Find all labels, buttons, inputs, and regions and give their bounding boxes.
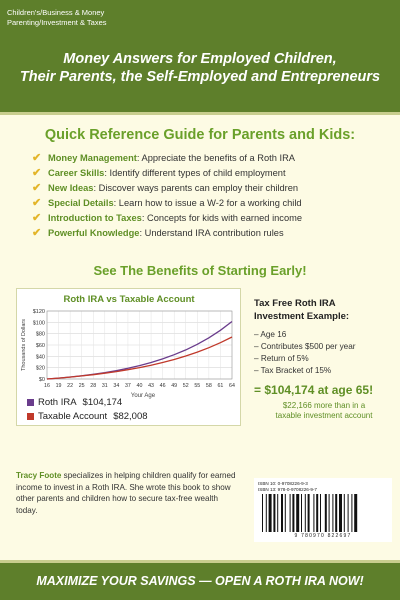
legend-swatch-roth [27,399,34,406]
example-item: – Tax Bracket of 15% [254,366,332,375]
investment-example [254,297,394,421]
footer-band [0,560,400,600]
legend-label: Taxable Account [38,411,108,422]
x-tick-label: 16 [44,383,50,389]
barcode-bar [339,494,342,532]
tagline-line-1: Money Answers for Employed Children, [63,51,337,67]
barcode-bar [262,494,263,532]
x-tick-label: 19 [55,383,62,389]
barcode-bar [320,494,321,532]
barcode-bar [281,494,283,532]
chart-title: Roth IRA vs Taxable Account [63,294,195,305]
y-axis-label: Thousands of Dollars [21,319,27,371]
example-item: – Age 16 [254,330,287,339]
guide-text: : Learn how to issue a W-2 for a working child [113,198,302,208]
example-difference [254,401,394,421]
barcode-bar [325,494,327,532]
guide-text: : Identify different types of child employment [104,168,286,178]
chart-panel [16,288,241,426]
barcode-bar [332,494,333,532]
barcode-bar [354,494,357,532]
guide-term: Introduction to Taxes [48,213,142,223]
barcode-bar [305,494,306,532]
category-line-1: Children's/Business & Money [7,8,105,17]
x-tick-label: 61 [217,383,224,389]
author-bio [16,470,241,516]
chart-grid [47,311,232,379]
guide-text: : Appreciate the benefits of a Roth IRA [136,153,296,163]
y-tick-label: $40 [35,354,45,361]
example-title [254,297,394,323]
guide-item [32,211,302,226]
y-tick-label: $60 [35,343,45,349]
barcode-bar [335,494,337,532]
barcode-bar [313,494,314,532]
example-item: – Return of 5% [254,354,309,363]
barcode-bar [348,494,349,532]
check-icon: ✔ [32,182,42,194]
y-tick-label: $100 [32,320,45,327]
x-axis-label: Your Age [130,393,156,399]
barcode-bar [329,494,330,532]
check-icon: ✔ [32,212,42,224]
barcode-bar [308,494,310,532]
footer-slogan: MAXIMIZE YOUR SAVINGS — OPEN A ROTH IRA NOW! [36,574,364,588]
check-icon: ✔ [32,197,42,209]
x-tick-label: 37 [124,383,131,389]
guide-term: Special Details [48,198,114,208]
barcode-bar [292,494,294,532]
isbn-13: ISBN 13: 978-0-9708226-9-7 [258,487,317,492]
y-tick-label: $0 [38,377,45,383]
barcode-bar [301,494,302,532]
x-tick-label: 43 [148,383,155,389]
check-icon: ✔ [32,167,42,179]
x-tick-label: 52 [182,383,189,389]
x-tick-label: 58 [205,383,212,389]
x-tick-label: 55 [194,383,201,389]
header-band [0,0,400,112]
x-tick-label: 46 [159,383,166,389]
barcode-bar [285,494,286,532]
y-tick-label: $80 [35,331,45,338]
isbn-10: ISBN 10: 0-9708226-9-3 [258,481,308,486]
x-tick-label: 49 [171,383,178,389]
x-tick-label: 40 [136,383,143,389]
x-tick-label: 64 [229,383,235,389]
x-tick-labels [44,383,235,389]
barcode-bar [296,494,299,532]
barcode-bar [290,494,291,532]
barcode-bar [351,494,352,532]
legend-value: $82,008 [113,411,148,422]
guide-item [32,166,302,181]
barcode-bar [344,494,345,532]
author-name: Tracy Foote [16,471,62,480]
guide-term: New Ideas [48,183,94,193]
guide-item [32,196,302,211]
legend-swatch-taxable [27,413,34,420]
y-tick-labels [33,309,45,383]
y-tick-label: $120 [32,309,45,315]
barcode-bar [273,494,275,532]
example-list [254,329,394,377]
barcode-bar [277,494,278,532]
example-result: = $104,174 at age 65! [254,383,374,397]
bio-text: specializes in helping children qualify for earned income to invest in a Roth IRA. She wrote this book to show other parents and children how to secure tax-free wealth today. [16,471,236,515]
x-tick-label: 25 [78,383,85,389]
legend-label: Roth IRA [38,397,77,408]
difference-line-1: $22,166 more than in a [282,401,366,410]
x-tick-label: 28 [90,383,97,389]
legend-item-roth [27,397,122,408]
example-item: – Contributes $500 per year [254,342,356,351]
benefits-title: See The Benefits of Starting Early! [93,263,307,278]
category-label [7,8,107,27]
barcode-panel [254,478,392,542]
guide-text: : Concepts for kids with earned income [141,213,303,223]
x-tick-label: 34 [113,383,120,389]
category-line-2: Parenting/Investment & Taxes [7,17,107,27]
check-icon: ✔ [32,227,42,239]
x-tick-label: 22 [67,383,74,389]
difference-line-2: taxable investment account [275,411,373,420]
legend-item-taxable [27,411,148,422]
example-title-line-1: Tax Free Roth IRA [254,298,336,309]
barcode-bar [266,494,267,532]
guide-item [32,226,302,241]
barcode-bar [269,494,272,532]
legend-value: $104,174 [82,397,123,408]
tagline-line-2: Their Parents, the Self-Employed and Entrepreneurs [19,69,381,85]
guide-list [32,151,302,241]
tagline [0,50,400,86]
barcode-bar [316,494,318,532]
guide-term: Career Skills [48,168,105,178]
guide-term: Powerful Knowledge [48,228,140,238]
guide-title: Quick Reference Guide for Parents and Kids: [44,127,356,143]
guide-item [32,181,302,196]
guide-text: : Discover ways parents can employ their children [93,183,299,193]
x-tick-label: 31 [101,383,108,389]
guide-item [32,151,302,166]
example-title-line-2: Investment Example: [254,311,350,322]
guide-text: : Understand IRA contribution rules [139,228,284,238]
check-icon: ✔ [32,152,42,164]
header-divider [0,112,400,115]
y-tick-label: $20 [35,365,45,372]
barcode-number: 9 780970 822697 [294,533,352,539]
barcode-icon [262,494,384,532]
guide-term: Money Management [48,153,137,163]
